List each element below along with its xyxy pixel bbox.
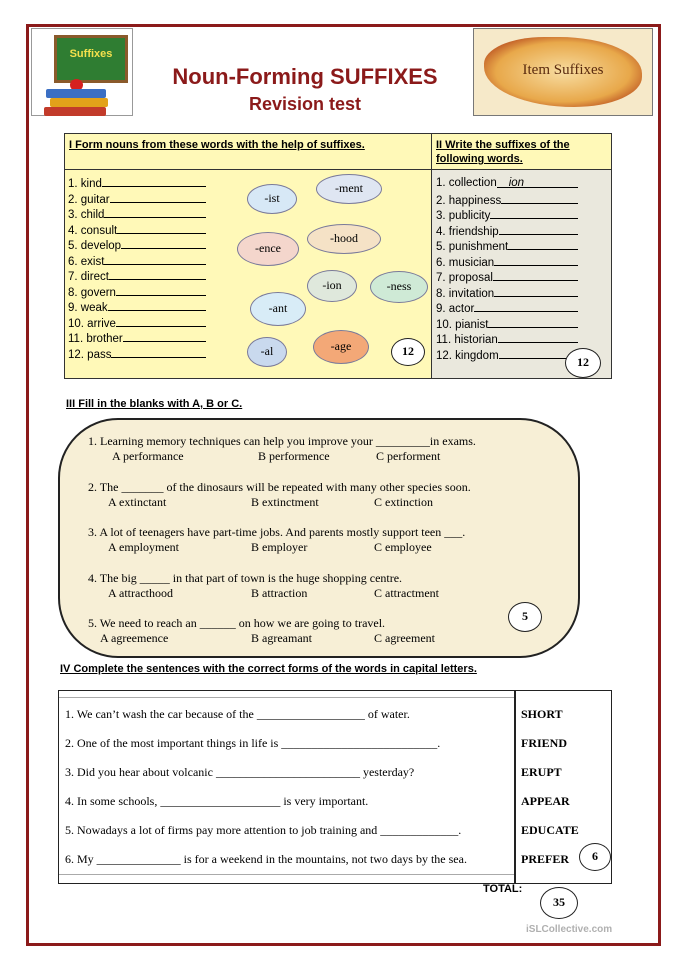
- option-c[interactable]: C extinction: [374, 494, 433, 509]
- answer-blank[interactable]: [498, 331, 578, 343]
- section-4-heading: IV Complete the sentences with the correct forms of the words in capital letters.: [60, 663, 477, 675]
- answer-blank[interactable]: [117, 222, 206, 234]
- score-circle: 6: [579, 843, 611, 871]
- answer-blank[interactable]: [110, 191, 206, 203]
- item-word: 2. happiness: [436, 194, 502, 207]
- sentence[interactable]: 2. One of the most important things in life is __________________________.: [65, 736, 441, 750]
- item-word: 6. musician: [436, 256, 495, 269]
- item-word: 5. punishment: [436, 241, 509, 253]
- question-text: 3. A lot of teenagers have part-time jobs. And parents mostly support teen ___.: [88, 525, 466, 539]
- item-word: 7. proposal: [436, 272, 493, 284]
- item-word: 1. kind: [68, 178, 102, 190]
- option-b[interactable]: B attraction: [251, 585, 308, 600]
- section-1-item: [68, 299, 206, 315]
- item-word: 6. exist: [68, 255, 105, 268]
- option-a[interactable]: A employment: [108, 540, 179, 554]
- option-b[interactable]: B employer: [251, 540, 308, 554]
- item-word: 12. kingdom: [436, 349, 499, 362]
- book-icon: [50, 98, 108, 107]
- suffix-bubble: -ion: [307, 270, 357, 302]
- answer-blank[interactable]: [109, 268, 206, 280]
- section-1-item: [68, 222, 206, 238]
- item-word: 2. guitar: [68, 193, 110, 206]
- item-word: 4. friendship: [436, 225, 499, 238]
- section-2-item: [436, 316, 578, 332]
- score-circle: 5: [508, 602, 542, 632]
- capital-word: FRIEND: [521, 736, 568, 750]
- section-2-item: [436, 223, 578, 239]
- chalkboard-icon: [54, 35, 128, 83]
- question-text: 4. The big _____ in that part of town is the huge shopping centre.: [88, 570, 403, 585]
- section-1-item: [68, 284, 206, 300]
- score-circle: 12: [565, 348, 601, 378]
- option-a[interactable]: A agreemence: [100, 631, 169, 645]
- item-word: 3. publicity: [436, 210, 491, 222]
- item-word: 4. consult: [68, 224, 118, 237]
- item-word: 1. collection: [436, 177, 497, 189]
- answer-blank[interactable]: [474, 300, 578, 312]
- option-b[interactable]: B agreamant: [251, 631, 312, 645]
- item-word: 11. brother: [68, 333, 123, 345]
- item-word: 3. child: [68, 209, 105, 221]
- answer-blank[interactable]: [501, 192, 578, 204]
- capital-word: EDUCATE: [521, 823, 579, 837]
- option-c[interactable]: C attractment: [374, 585, 439, 600]
- section-2-item: [436, 207, 578, 223]
- answer-blank[interactable]: [488, 316, 578, 328]
- answer-blank[interactable]: [104, 206, 206, 218]
- sentence[interactable]: 3. Did you hear about volcanic ________________________ yesterday?: [65, 765, 415, 779]
- section-2-item: [436, 192, 578, 208]
- book-icon: [46, 89, 106, 98]
- book-icon: [44, 107, 106, 116]
- section-2-item: [436, 254, 578, 270]
- option-b[interactable]: B performence: [258, 449, 330, 463]
- option-c[interactable]: C agreement: [374, 631, 435, 645]
- answer-blank[interactable]: [490, 207, 578, 219]
- option-c[interactable]: C employee: [374, 540, 432, 554]
- section-3-panel: [58, 418, 580, 658]
- section-2-item: [436, 347, 578, 363]
- question-text: 1. Learning memory techniques can help you improve your _________in exams.: [88, 434, 476, 448]
- option-a[interactable]: A attracthood: [108, 585, 173, 600]
- logo-left-text: Suffixes: [69, 48, 113, 60]
- capital-word: APPEAR: [521, 794, 570, 808]
- total-label: TOTAL:: [483, 883, 523, 895]
- section-1-item: [68, 191, 206, 207]
- answer-blank[interactable]: [116, 315, 206, 327]
- section-4-table: [58, 690, 612, 884]
- page-subtitle: Revision test: [248, 94, 362, 114]
- section-1: [64, 133, 432, 379]
- answer-blank[interactable]: [108, 299, 206, 311]
- sentence[interactable]: 6. My ______________ is for a weekend in the mountains, not two days by the sea.: [65, 852, 467, 866]
- item-word: 9. weak: [68, 302, 108, 314]
- question-text: 5. We need to reach an ______ on how we are going to travel.: [88, 616, 386, 630]
- sentence[interactable]: 5. Nowadays a lot of firms pay more attention to job training and _____________.: [65, 823, 462, 837]
- section-2-item: [436, 269, 578, 285]
- sentence[interactable]: 1. We can’t wash the car because of the __________________ of water.: [65, 707, 410, 721]
- suffix-bubble: -ant: [250, 292, 306, 326]
- item-word: 8. invitation: [436, 287, 495, 300]
- option-a[interactable]: A extinctant: [108, 494, 167, 509]
- answer-blank[interactable]: [104, 253, 206, 265]
- section-2-heading: II Write the suffixes of the following words.: [432, 134, 611, 170]
- column-divider: [514, 691, 516, 883]
- capital-word: PREFER: [521, 852, 569, 866]
- suffix-bubble: -al: [247, 337, 287, 367]
- suffix-bubble: -age: [313, 330, 369, 364]
- section-1-item: [68, 315, 206, 331]
- item-word: 10. pianist: [436, 318, 489, 331]
- section-1-item: [68, 346, 206, 362]
- section-2-item: [436, 176, 578, 192]
- answer-blank[interactable]: [508, 238, 578, 250]
- item-word: 7. direct: [68, 271, 109, 283]
- capital-word: SHORT: [521, 707, 563, 721]
- section-1-item: [68, 206, 206, 222]
- item-word: 8. govern: [68, 286, 116, 299]
- suffix-bubble: -hood: [307, 224, 381, 254]
- item-suffixes-logo: [473, 28, 653, 116]
- answer-blank[interactable]: [493, 269, 578, 281]
- answer-blank[interactable]: [121, 237, 206, 249]
- capital-word: ERUPT: [521, 765, 562, 779]
- section-2-list: [436, 176, 578, 362]
- answer-blank[interactable]: [499, 223, 578, 235]
- section-2-item: [436, 300, 578, 316]
- total-score: 35: [540, 887, 578, 919]
- item-word: 10. arrive: [68, 317, 116, 330]
- option-b[interactable]: B extinctment: [251, 494, 319, 509]
- answer-blank[interactable]: ion: [497, 176, 578, 188]
- answer-blank[interactable]: [494, 285, 578, 297]
- section-1-item: [68, 330, 206, 346]
- section-1-item: [68, 175, 206, 191]
- section-1-item: [68, 253, 206, 269]
- option-a[interactable]: A performance: [112, 449, 184, 463]
- item-word: 9. actor: [436, 303, 475, 315]
- sentence-area: [59, 697, 514, 875]
- suffix-bubble: -ness: [370, 271, 428, 303]
- section-1-item: [68, 268, 206, 284]
- section-1-heading: I Form nouns from these words with the help of suffixes.: [65, 134, 431, 170]
- score-circle: 12: [391, 338, 425, 366]
- suffixes-logo: [31, 28, 133, 116]
- answer-blank[interactable]: [494, 254, 578, 266]
- answer-blank[interactable]: [111, 346, 206, 358]
- section-2-item: [436, 238, 578, 254]
- watermark: iSLCollective.com: [526, 924, 613, 935]
- section-2-item: [436, 331, 578, 347]
- answer-blank[interactable]: [116, 284, 206, 296]
- section-3-heading: III Fill in the blanks with A, B or C.: [66, 398, 243, 410]
- logo-right-text: Item Suffixes: [522, 62, 604, 78]
- section-2: [432, 133, 612, 379]
- answer-blank[interactable]: [102, 175, 206, 187]
- suffix-bubble: -ment: [316, 174, 382, 204]
- suffix-bubble: -ist: [247, 184, 297, 214]
- answer-blank[interactable]: [123, 330, 206, 342]
- option-c[interactable]: C performent: [376, 449, 441, 463]
- suffix-bubble: -ence: [237, 232, 299, 266]
- section-2-item: [436, 285, 578, 301]
- item-word: 11. historian: [436, 334, 498, 346]
- item-word: 5. develop: [68, 240, 122, 252]
- page-title: Noun-Forming SUFFIXES: [172, 64, 438, 89]
- section-1-item: [68, 237, 206, 253]
- sentence[interactable]: 4. In some schools, ____________________ is very important.: [65, 794, 369, 808]
- section-1-list: [68, 175, 206, 361]
- question-text: 2. The _______ of the dinosaurs will be repeated with many other species soon.: [88, 479, 471, 494]
- item-word: 12. pass: [68, 348, 112, 361]
